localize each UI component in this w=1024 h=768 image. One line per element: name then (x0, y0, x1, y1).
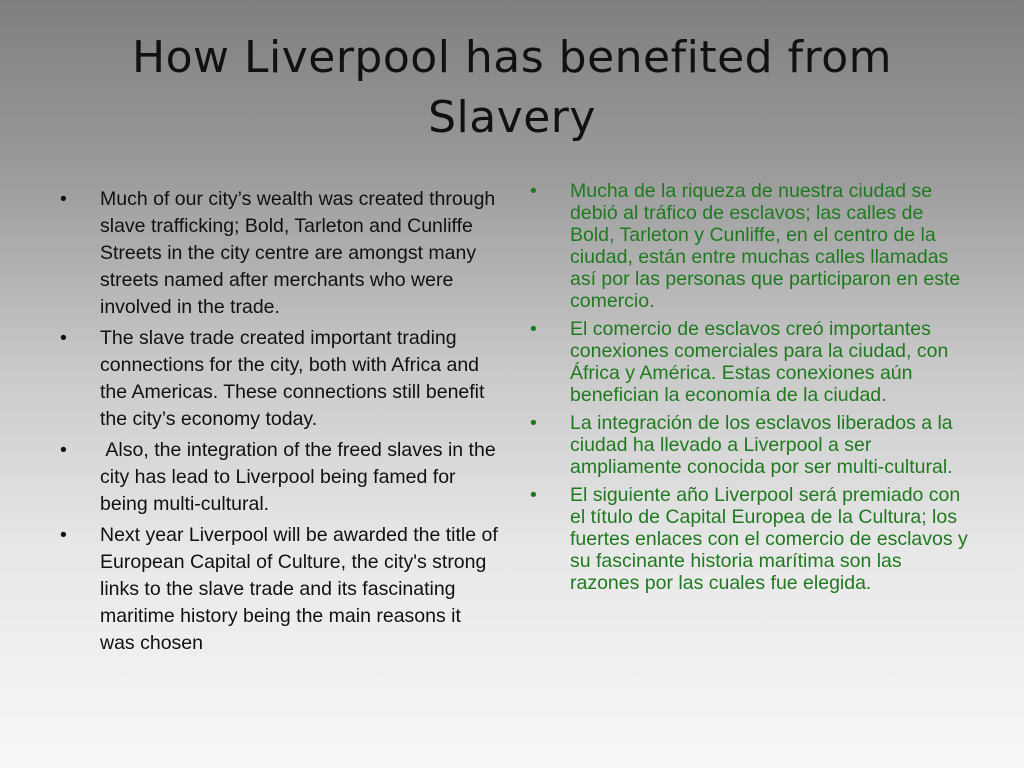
spanish-bullet-text: La integración de los esclavos liberados a la ciudad ha llevado a Liverpool a ser ampliamente conocida por ser multi-cultural. (570, 412, 953, 478)
list-item (528, 318, 968, 406)
english-bullet-text: Next year Liverpool will be awarded the title of European Capital of Culture, the city's strong links to the slave trade and its fascinating maritime history being the main reasons it was chosen (100, 524, 498, 654)
list-item (528, 180, 968, 312)
english-bullet-list (58, 186, 502, 661)
spanish-bullet-list (528, 180, 968, 600)
bullet-icon: • (60, 439, 67, 461)
spanish-bullet-text: Mucha de la riqueza de nuestra ciudad se debió al tráfico de esclavos; las calles de Bold, Tarleton y Cunliffe, en el centro de la ciudad, están entre muchas calles llamadas así por las personas que participaron en este comercio. (570, 180, 961, 312)
bullet-icon: • (60, 327, 67, 349)
english-bullet-text: The slave trade created important trading connections for the city, both with Africa and the Americas. These connections still benefit the city’s economy today. (100, 327, 485, 430)
bullet-icon: • (530, 180, 537, 202)
bullet-icon: • (60, 524, 67, 546)
list-item (58, 522, 498, 657)
bullet-icon: • (530, 484, 537, 506)
english-bullet-text: Much of our city’s wealth was created through slave trafficking; Bold, Tarleton and Cunliffe Streets in the city centre are amongst many streets named after merchants who were involved in the trade. (100, 188, 496, 318)
list-item (528, 484, 968, 594)
spanish-bullet-text: El comercio de esclavos creó importantes conexiones comerciales para la ciudad, con África y América. Estas conexiones aún benefician la economía de la ciudad. (570, 318, 949, 406)
list-item (58, 186, 498, 321)
spanish-bullet-text: El siguiente año Liverpool será premiado con el título de Capital Europea de la Cultura; los fuertes enlaces con el comercio de esclavos y su fascinante historia marítima son las razones por las cuales fue elegida. (570, 484, 968, 594)
english-bullet-text: Also, the integration of the freed slaves in the city has lead to Liverpool being famed for being multi-cultural. (100, 439, 502, 515)
list-item (528, 412, 968, 478)
slide-title: How Liverpool has benefited from Slavery (132, 32, 892, 143)
bullet-icon: • (530, 412, 537, 434)
list-item (58, 325, 498, 433)
bullet-icon: • (60, 188, 67, 210)
list-item (58, 437, 502, 518)
bullet-icon: • (530, 318, 537, 340)
